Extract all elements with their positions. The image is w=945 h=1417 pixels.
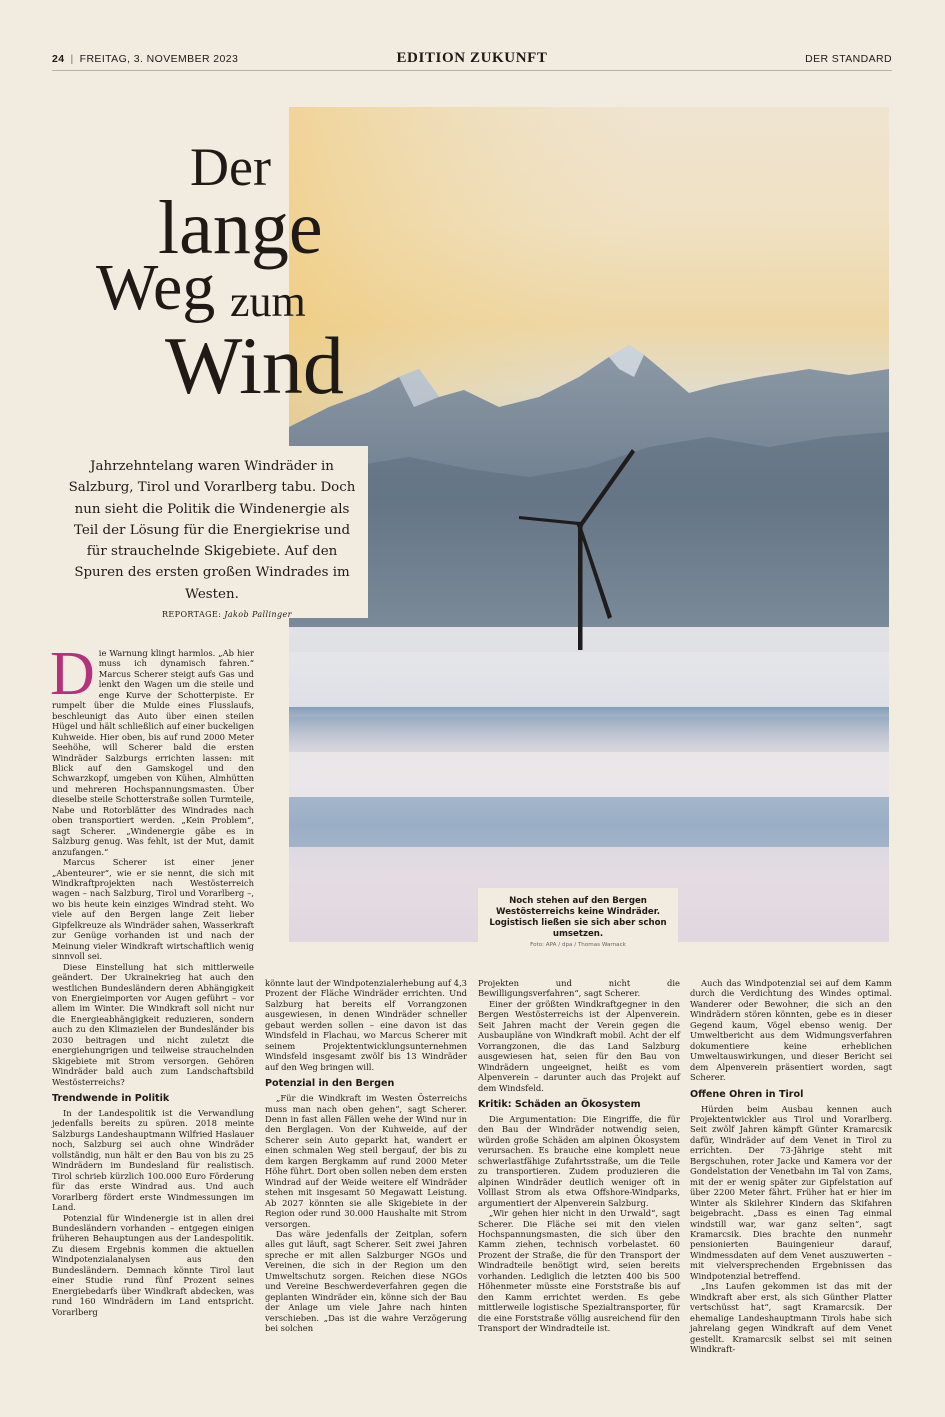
photo-credit: Foto: APA / dpa / Thomas Warnack (530, 942, 626, 948)
article-column-2 (265, 978, 467, 1334)
photo-caption (478, 888, 678, 948)
publication-name: DER STANDARD (805, 53, 892, 65)
drop-cap: D (50, 640, 95, 708)
paragraph: Die Argumentation: Die Eingriffe, die für den Bau der Windräder notwendig seien, würden große Schäden am alpinen Ökosystem verursachen. Es brauche eine komplett neue schwerlastfähige Zufahrtsstraße, um die Teile zu transportieren. Zudem produzieren die alpinen Windräder deutlich weniger oft in Volllast Strom als etwa Offshore-Windparks, argumentiert der Alpenverein Salzburg. (478, 1113, 680, 1208)
page-header (52, 50, 892, 70)
paragraph: In der Landespolitik ist die Verwandlung jedenfalls bereits zu spüren. 2018 meinte Salzburgs Landeshauptmann Wilfried Haslauer noch, Salzburg sei auch ohne Windräder vollständig, nun hält er den Bau von bis zu 25 Windrädern im Bundesland für realistisch. Tirol schrieb kürzlich 100.000 Euro Förderung für das erste Windrad aus. Und auch Vorarlberg fördert erste Windmessungen im Land. (52, 1108, 254, 1213)
byline-author: Jakob Pallinger (224, 610, 292, 620)
article-photo (289, 107, 889, 942)
header-rule (52, 70, 892, 71)
subheading: Potenzial in den Bergen (265, 1078, 395, 1090)
paragraph: Marcus Scherer ist einer jener „Abenteurer“, wie er sie nennt, die sich mit Windkraftprojekten nach Westösterreich wagen – nach Salzburg, Tirol und Vorarlberg –, wo bis heute kein einziges Windrad steht. Wo viele auf den Bergen lange Zeit lieber Gipfelkreuze als Windräder sahen, Wasserkraft zur Genüge vorhanden ist und nach der Meinung vieler Windkraft wirtschaftlich wenig sinnvoll sei. (52, 857, 254, 962)
subheading: Trendwende in Politik (52, 1093, 170, 1105)
article-column-1 (50, 640, 254, 1317)
issue-date: FREITAG, 3. NOVEMBER 2023 (79, 53, 239, 65)
article-column-3 (478, 978, 680, 1334)
byline (162, 610, 368, 619)
paragraph: „Wir gehen hier nicht in den Urwald“, sagt Scherer. Die Fläche sei mit den vielen Hochspannungsmasten, die sich über den Kamm ziehen, technisch vorbelastet. 60 Prozent der Straße, die für den Transport der Windradteile benötigt wird, seien bereits vorhanden. Lediglich die letzten 400 bis 500 Höhenmeter müsste eine Forststraße bis auf den Kamm errichtet werden. Es gebe mittlerweile logistische Spezialtransporter, für die eine Forststraße völlig ausreichend für den Transport der Windradteile ist. (478, 1208, 680, 1334)
page-number: 24 (52, 53, 65, 65)
lead-text: Jahrzehntelang waren Windräder in Salzburg, Tirol und Vorarlberg tabu. Doch nun sieht die Politik die Windenergie als Teil der Lösung für die Energiekrise und für strauchelnde Skigebiete. Auf den Spuren des ersten großen Windrades im Westen. (68, 459, 356, 602)
headline-line-2: lange (158, 186, 323, 270)
paragraph: Diese Einstellung hat sich mittlerweile geändert. Der Ukrainekrieg hat auch den westlichen Bundesländern deren Abhängigkeit von Energieimporten vor Augen geführt – vor allem im Winter. Die Windkraft soll nicht nur die Energieabhängigkeit reduzieren, sondern auch zu den Klimazielen der Bundesländer bis 2030 beitragen und nicht zuletzt die energiehungrigen und teilweise strauchelnden Skigebiete mit Strom versorgen. Gehören Windräder bald auch zum Landschaftsbild Westösterreichs? (52, 961, 254, 1087)
caption-text: Noch stehen auf den Bergen Westösterreichs keine Windräder. Logistisch ließen sie sich aber schon umsetzen. (489, 896, 667, 939)
subheading: Offene Ohren in Tirol (690, 1088, 804, 1100)
byline-label: REPORTAGE: (162, 610, 222, 620)
article-column-4 (690, 978, 892, 1354)
lead-box (52, 446, 368, 618)
headline-line-4: Wind (165, 320, 344, 411)
headline-line-1: Der (190, 137, 271, 197)
header-separator: | (70, 53, 74, 65)
paragraph: Potenzial für Windenergie ist in allen drei Bundesländern vorhanden – entgegen einigen früheren Behauptungen aus der Landespolitik. Zu diesem Ergebnis kommen die aktuellen Windpotenzialanalysen aus den Bundesländern. Demnach könnte Tirol laut einer Studie rund fünf Prozent seines Energiebedarfs über Windkraft abdecken, was rund 160 Windrädern im Land entspricht. Vorarlberg (52, 1212, 254, 1317)
paragraph: Das wäre jedenfalls der Zeitplan, sofern alles gut läuft, sagt Scherer. Seit zwei Jahren spreche er mit allen Salzburger NGOs und Vereinen, die sich in der Region um den Umweltschutz sorgen. Reichen diese NGOs und Vereine Beschwerdeverfahren gegen die geplanten Windräder ein, könne sich der Bau der Anlage um viele Jahre nach hinten verschieben. „Das ist die wahre Verzögerung bei solchen (265, 1228, 467, 1334)
mountain-wind-turbine-illustration (289, 107, 889, 942)
paragraph: Auch das Windpotenzial sei auf dem Kamm durch die Verdichtung des Windes optimal. Wanderer oder Bewohner, die sich an den Windrädern stören könnten, gebe es in dieser Gegend kaum, Vögel ebenso wenig. Der Umweltbericht aus dem Widmungsverfahren dokumentiere keine erheblichen Umweltauswirkungen, und dieser Bericht sei dem Alpenverein präsentiert worden, sagt Scherer. (690, 978, 892, 1083)
paragraph: Die Warnung klingt harmlos. „Ab hier muss ich dynamisch fahren.“ Marcus Scherer steigt aufs Gas und lenkt den Wagen um die steile und enge Kurve der Schotterpiste. Er rumpelt über die Mulde eines Flusslaufs, beschleunigt das Auto über einen steilen Hügel und hält schließlich auf einer buckeligen Kuhweide. Hier oben, bis auf rund 2000 Meter Seehöhe, will Scherer bald die ersten Windräder Salzburgs errichten lassen: mit Blick auf den Gamskogel und den Schwarzkopf, umgeben von Kühen, Almhütten und mehreren Hochspannungsmasten. Über dieselbe steile Schotterstraße sollen Turmteile, Nabe und Rotorblätter des Windrades nach oben transportiert werden. „Kein Problem“, sagt Scherer. „Windenergie gäbe es in Salzburg genug. Was fehlt, ist der Mut, damit anzufangen.“ (50, 640, 254, 857)
paragraph: könnte laut der Windpotenzialerhebung auf 4,3 Prozent der Fläche Windräder errichten. Und Salzburg hat bereits elf Vorrangzonen ausgewiesen, in denen Windräder schneller gebaut werden sollen – eine davon ist das Windsfeld in Flachau, wo Marcus Scherer mit seinem Projektentwicklungsunternehmen Windsfeld insgesamt zwölf bis 13 Windräder auf den Weg bringen will. (265, 978, 467, 1072)
paragraph: Einer der größten Windkraftgegner in den Bergen Westösterreichs ist der Alpenverein. Seit Jahren macht der Verein gegen die Ausbaupläne von Windkraft mobil. Acht der elf Vorrangzonen, die das Land Salzburg ausgewiesen hat, seien für den Bau von Windrädern ungeeignet, heißt es vom Alpenverein – darunter auch das Projekt auf dem Windsfeld. (478, 998, 680, 1093)
paragraph: Hürden beim Ausbau kennen auch Projektentwickler aus Tirol und Vorarlberg. Seit zwölf Jahren kämpft Günter Kramarcsik dafür, Windräder auf dem Venet in Tirol zu errichten. Der 73-Jährige steht mit Bergschuhen, roter Jacke und Kamera vor der Gondelstation der Venetbahn im Tal von Zams, mit der er wenig später zur Gipfelstation auf über 2200 Meter fährt. Früher hat er hier im Winter als Skilehrer Kindern das Skifahren beigebracht. „Dass es einen Tag einmal windstill war, war ganz selten“, sagt Kramarcsik. Dies brachte den nunmehr pensionierten Bauingenieur darauf, Windmessdaten auf dem Venet auszuwerten – mit vielversprechenden Ergebnissen das Windpotenzial betreffend. (690, 1103, 892, 1281)
headline-line-3b: zum (230, 277, 306, 326)
paragraph: Projekten und nicht die Bewilligungsverfahren“, sagt Scherer. (478, 978, 680, 999)
subheading: Kritik: Schäden an Ökosystem (478, 1098, 641, 1110)
section-name: EDITION ZUKUNFT (396, 50, 548, 66)
paragraph: „Für die Windkraft im Westen Österreichs muss man nach oben gehen“, sagt Scherer. Denn in fast allen Fällen wehe der Wind nur in den Berglagen. Von der Kuhweide, auf der Scherer sein Auto geparkt hat, wandert er einen schmalen Weg steil bergauf, der bis zu dem kargen Bergkamm auf rund 2000 Meter Höhe führt. Dort oben sollen neben dem ersten Windrad auf der Weide weitere elf Windräder stehen mit insgesamt 50 Megawatt Leistung. Ab 2027 könnten sie alle Skigebiete in der Region oder rund 30.000 Haushalte mit Strom versorgen. (265, 1093, 467, 1229)
headline-line-3: Weg (96, 251, 216, 324)
paragraph: „Ins Laufen gekommen ist das mit der Windkraft aber erst, als sich Günther Platter vertschüsst hat“, sagt Kramarcsik. Der ehemalige Landeshauptmann Tirols habe sich jahrelang gegen Windkraft auf dem Venet gestellt. Kramarcsik selbst sei mit seinen Windkraft- (690, 1281, 892, 1354)
